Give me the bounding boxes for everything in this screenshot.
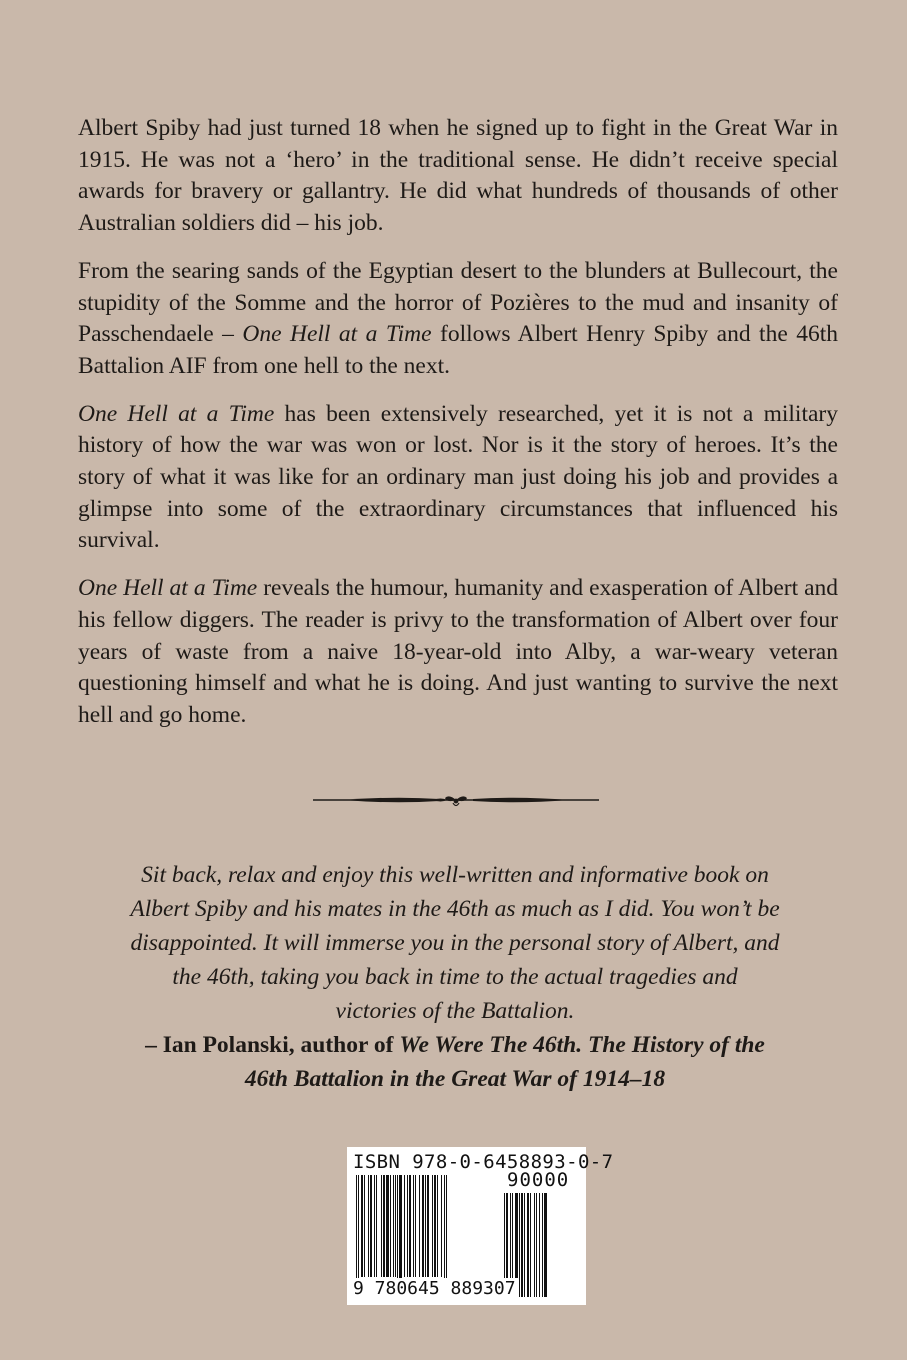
back-cover-blurb (78, 113, 838, 748)
isbn-barcode (347, 1147, 614, 1305)
ean-barcode-bars (356, 1175, 494, 1289)
blurb-paragraph-3: One Hell at a Time has been extensively researched, yet it is not a military history of how the war was won or lost. Nor is it the story of heroes. It’s the story of what it was like for an ordinary man just doing his job and provides a glimpse into some of the extraordinary circumstances that influenced his survival. (78, 400, 838, 554)
price-code: 90000 (507, 1169, 570, 1191)
isbn-label: ISBN 978-0-6458893-0-7 (353, 1151, 614, 1173)
review-quote (130, 858, 780, 1096)
book-title-italic: One Hell at a Time (78, 575, 258, 602)
blurb-paragraph-2: From the searing sands of the Egyptian desert to the blunders at Bullecourt, the stupidity of the Somme and the horror of Pozières to the mud and insanity of Passchendaele – One Hell at a Time follows Albert Henry Spiby and the 46th Battalion AIF from one hell to the next. (78, 257, 838, 379)
book-title-italic: One Hell at a Time (78, 400, 275, 427)
cited-book-title: We Were The 46th. The History of the 46th Battalion in the Great War of 1914–18 (244, 1032, 765, 1092)
blurb-paragraph-1: Albert Spiby had just turned 18 when he signed up to fight in the Great War in 1915. He was not a ‘hero’ in the traditional sense. He didn’t receive special awards for bravery or gallantry. He did what hundreds of thousands of other Australian soldiers did – his job. (78, 115, 838, 237)
review-quote-text: Sit back, relax and enjoy this well-written and informative book on Albert Spiby and his mates in the 46th as much as I did. You won’t be disappointed. It will immerse you in the personal story of Albert, and the 46th, taking you back in time to the actual tragedies and victories of the Battalion. (130, 862, 780, 1024)
book-title-italic: One Hell at a Time (242, 321, 432, 348)
ornamental-divider (313, 789, 599, 811)
ean-digits: 9 780645 889307 (353, 1278, 516, 1299)
blurb-paragraph-4: One Hell at a Time reveals the humour, humanity and exasperation of Albert and his fellow diggers. The reader is privy to the transformation of Albert over four years of waste from a naive 18-year-old into Alby, a war-weary veteran questioning himself and what he is doing. And just wanting to survive the next hell and go home. (78, 575, 839, 728)
review-attribution: – Ian Polanski, author of We Were The 46th. The History of the 46th Battalion in the Great War of 1914–18 (145, 1032, 765, 1092)
